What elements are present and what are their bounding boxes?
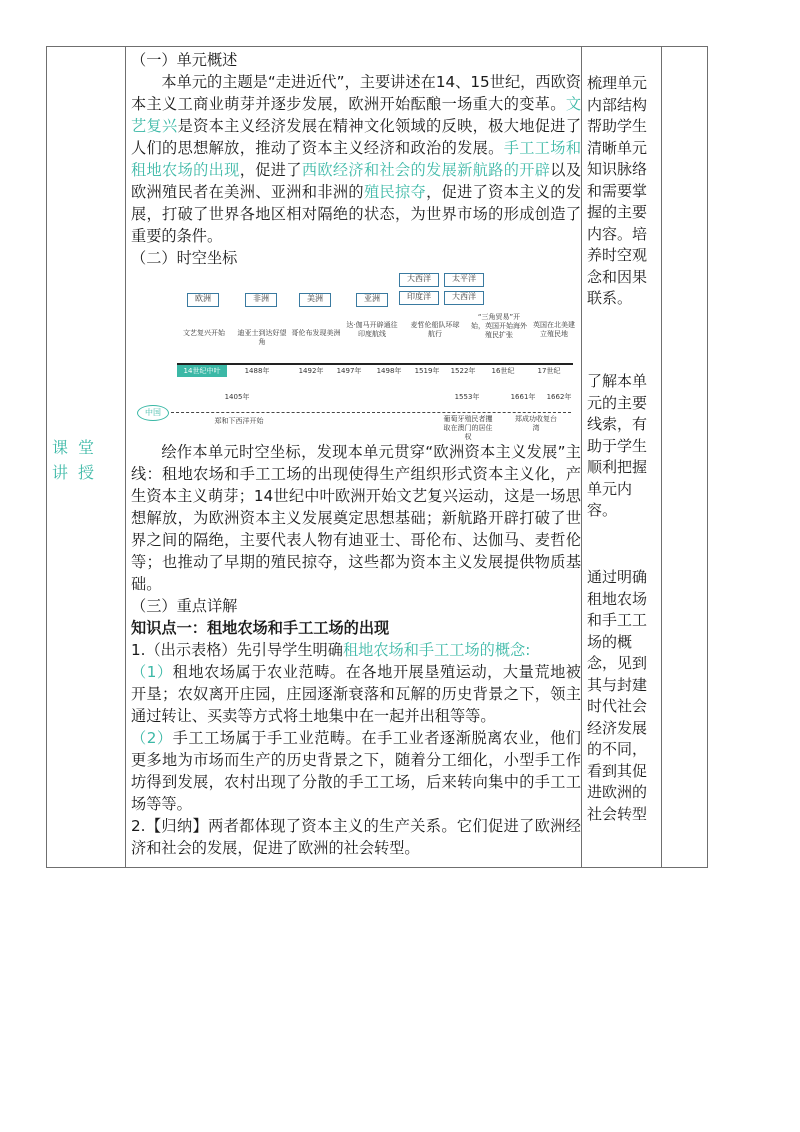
text-run: 是资本主义经济发展在精神文化领域的反映，极大地促进了人们的思想解放，推动了资本主义经济和政治的发展。 [131, 117, 582, 157]
side-note: 梳理单元内部结构帮助学生清晰单元知识脉络和需要掌握的主要内容。培养时空观念和因果联系。 [587, 74, 648, 307]
section2-heading: （二）时空坐标 [131, 249, 238, 267]
content-cell [131, 49, 581, 859]
sub1-text: 租地农场属于农业范畴。在各地开展垦殖运动，大量荒地被开垦；农奴离开庄园，庄园逐渐衰落和瓦解的历史背景之下，领主通过转让、买卖等方式将土地集中在一起并出租等等。 [131, 663, 581, 725]
china-event-label: 郑和下西洋开始 [214, 417, 264, 425]
text-run: ，促进了资本主义的发展，打破了世界各地区相对隔绝的状态，为世界市场的形成创造了重要的条件。 [131, 183, 582, 245]
sub1-number: （1） [131, 663, 173, 681]
column-divider [661, 47, 662, 867]
side-note: 了解本单元的主要线索，有助于学生顺利把握单元内容。 [587, 372, 648, 519]
tick-label: 1519年 [414, 367, 440, 375]
china-event-label: 葡萄牙殖民者攫取在澳门的居住权 [443, 415, 493, 441]
highlight-term: 文艺复兴 [131, 95, 581, 135]
tick-label: 1488年 [244, 367, 270, 375]
sub2-number: （2） [131, 729, 173, 747]
sub2-text: 手工工场属于手工业范畴。在手工业者逐渐脱离农业，他们更多地为市场而生产的历史背景之下，随着分工细化，小型手工作坊得到发展，农村出现了分散的手工工场，后来转向集中的手工工场等等。 [131, 729, 581, 813]
region-box: 太平洋 [444, 273, 484, 287]
item1 [131, 639, 581, 661]
column-divider [581, 47, 582, 867]
section1-paragraph [131, 71, 581, 247]
highlight-term: 殖民掠夺 [363, 183, 427, 201]
region-box: 大西洋 [444, 291, 484, 305]
event-label: 麦哲伦船队环球航行 [410, 321, 460, 338]
region-box: 非洲 [245, 293, 277, 307]
event-label: 达·伽马开辟通往印度航线 [346, 321, 398, 338]
region-box: 欧洲 [187, 293, 219, 307]
event-label: “三角贸易”开始，英国开始海外殖民扩张 [471, 313, 527, 339]
region-box: 美洲 [299, 293, 331, 307]
china-axis [171, 412, 571, 413]
side-note: 通过明确租地农场和手工工场的概念，见到其与封建时代社会经济发展的不同，看到其促进欧洲的社会转型 [587, 568, 648, 823]
china-tick-label: 1405年 [224, 393, 250, 401]
event-label: 哥伦布发现美洲 [291, 329, 341, 337]
tick-label: 14世纪中叶 [177, 365, 227, 377]
tick-label: 1497年 [336, 367, 362, 375]
timeline-figure [131, 271, 581, 441]
tick-label: 1522年 [450, 367, 476, 375]
lesson-table [46, 46, 708, 868]
section3-heading: （三）重点详解 [131, 597, 238, 615]
knowledge-point-title: 知识点一：租地农场和手工工场的出现 [131, 619, 390, 637]
tick-label: 1492年 [298, 367, 324, 375]
tick-label: 1498年 [376, 367, 402, 375]
tick-label: 17世纪 [537, 367, 561, 375]
tick-label: 16世纪 [491, 367, 515, 375]
china-tick-label: 1661年 [510, 393, 536, 401]
section1-heading: （一）单元概述 [131, 51, 238, 69]
sub-item-2 [131, 727, 581, 815]
event-label: 迪亚士到达好望角 [237, 329, 287, 346]
china-tick-label: 1553年 [454, 393, 480, 401]
item1-prefix: 1.（出示表格）先引导学生明确 [131, 641, 343, 659]
text-run: ，促进了 [239, 161, 302, 179]
event-label: 文艺复兴开始 [183, 329, 225, 337]
text-run: 本单元的主题是“走进近代”，主要讲述在14、15世纪，西欧资本主义工商业萌芽并逐步发展，欧洲开始酝酿一场重大的变革。 [131, 73, 581, 113]
event-label: 英国在北美建立殖民地 [533, 321, 575, 338]
china-event-label: 郑成功收复台湾 [515, 415, 557, 432]
highlight-term: 西欧经济和社会的发展新航路的开辟 [301, 161, 551, 179]
region-box: 大西洋 [399, 273, 439, 287]
region-box: 亚洲 [356, 293, 388, 307]
item1-concept: 租地农场和手工工场的概念: [342, 641, 531, 659]
highlight-term: 手工工场和租地农场的出现 [131, 139, 582, 179]
sub-item-1 [131, 661, 581, 727]
section2-paragraph: 绘作本单元时空坐标，发现本单元贯穿“欧洲资本主义发展”主线：租地农场和手工工场的出现使得生产组织形式资本主义化，产生资本主义萌芽；14世纪中叶欧洲开始文艺复兴运动，这是一场思想解放，为欧洲资本主义发展奠定思想基础；新航路开辟打破了世界之间的隔绝，主要代表人物有迪亚士、哥伦布、达伽马、麦哲伦等；也推动了早期的殖民掠夺，这些都为资本主义发展提供物质基础。 [131, 443, 581, 593]
text-run: 以及欧洲殖民者在美洲、亚洲和非洲的 [131, 161, 582, 201]
china-tick-label: 1662年 [546, 393, 572, 401]
column-divider [125, 47, 126, 867]
row-label-cell [47, 47, 125, 867]
row-label: 课堂讲授 [52, 438, 105, 482]
region-box: 印度洋 [399, 291, 439, 305]
item2: 2.【归纳】两者都体现了资本主义的生产关系。它们促进了欧洲经济和社会的发展，促进了欧洲的社会转型。 [131, 817, 581, 857]
timeline-axis [177, 363, 573, 365]
china-label: 中国 [137, 405, 169, 421]
